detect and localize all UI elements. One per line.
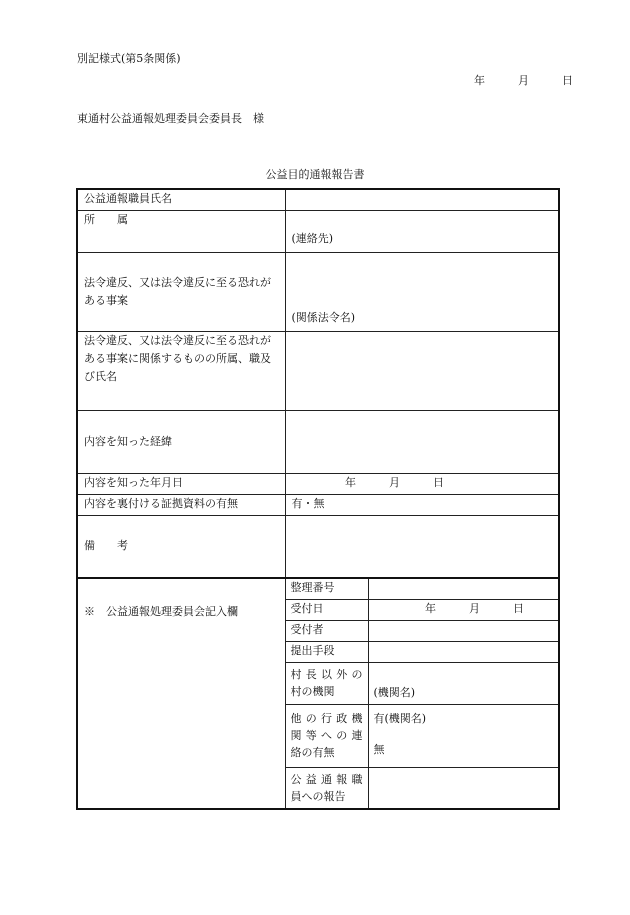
row-evidence [77,494,559,515]
label-other-village-body-line2: 村の機関 [290,684,335,698]
field-date-learned[interactable] [285,473,559,494]
row-whistleblower-name [77,189,559,210]
option-no: 無 [373,742,385,756]
date-learned-month: 月 [389,475,400,489]
label-violation: 法令違反、又は法令違反に至る恐れがある事案 [77,252,285,331]
note-contact: (連絡先) [291,231,334,245]
field-how-learned[interactable] [285,410,559,473]
field-evidence[interactable]: 有・無 [285,494,559,515]
label-other-village-body-line1: 村長以外の [290,667,363,681]
label-report-to-whistleblower [285,767,368,809]
row-related-person [77,331,559,410]
label-other-agency-contact [285,704,368,767]
date-year: 年 [474,74,485,87]
date-learned-year: 年 [345,475,356,489]
label-receiver: 受付者 [285,620,368,641]
label-report-line1: 公益通報職 [290,772,363,786]
field-other-agency-contact[interactable] [368,704,559,767]
row-remarks [77,515,559,578]
date-learned-day: 日 [433,475,444,489]
field-remarks[interactable] [285,515,559,578]
row-date-learned [77,473,559,494]
committee-section-table [76,577,560,810]
reception-month: 月 [469,601,480,615]
label-report-line2: 員への報告 [290,789,346,803]
label-other-agency-line1: 他の行政機 [290,711,363,725]
field-report-to-whistleblower[interactable] [368,767,559,809]
report-form-table [76,188,560,579]
addressee: 東通村公益通報処理委員会委員長 様 [77,112,264,125]
label-other-agency-line3: 絡の有無 [290,745,335,759]
field-receiver[interactable] [368,620,559,641]
label-how-learned: 内容を知った経緯 [77,410,285,473]
label-reception-date: 受付日 [285,599,368,620]
field-violation[interactable] [285,252,559,331]
label-submission-method: 提出手段 [285,641,368,662]
form-reference: 別記様式(第5条関係) [77,52,181,65]
label-related-person: 法令違反、又は法令違反に至る恐れがある事案に関係するものの所属、職及び氏名 [77,331,285,410]
field-whistleblower-name[interactable] [285,189,559,210]
document-title: 公益目的通報報告書 [265,168,365,181]
reception-year: 年 [425,601,436,615]
field-reference-number[interactable] [368,578,559,599]
label-evidence: 内容を裏付ける証拠資料の有無 [77,494,285,515]
field-affiliation[interactable] [285,210,559,252]
date-day: 日 [562,74,573,87]
option-yes-agency: 有(機関名) [373,711,427,725]
row-violation [77,252,559,331]
reception-day: 日 [513,601,524,615]
field-related-person[interactable] [285,331,559,410]
date-month: 月 [518,74,529,87]
label-other-agency-line2: 関等への連 [290,728,363,742]
label-other-village-body [285,662,368,704]
label-date-learned: 内容を知った年月日 [77,473,285,494]
label-whistleblower-name: 公益通報職員氏名 [77,189,285,210]
field-submission-method[interactable] [368,641,559,662]
date-line [474,72,573,88]
row-affiliation [77,210,559,252]
field-reception-date[interactable] [368,599,559,620]
label-reference-number: 整理番号 [285,578,368,599]
row-how-learned [77,410,559,473]
label-remarks: 備 考 [77,515,285,578]
committee-section-label: ※ 公益通報処理委員会記入欄 [77,578,285,809]
label-affiliation: 所 属 [77,210,285,252]
field-other-village-body[interactable]: (機関名) [368,662,559,704]
note-related-law: (関係法令名) [291,310,356,324]
